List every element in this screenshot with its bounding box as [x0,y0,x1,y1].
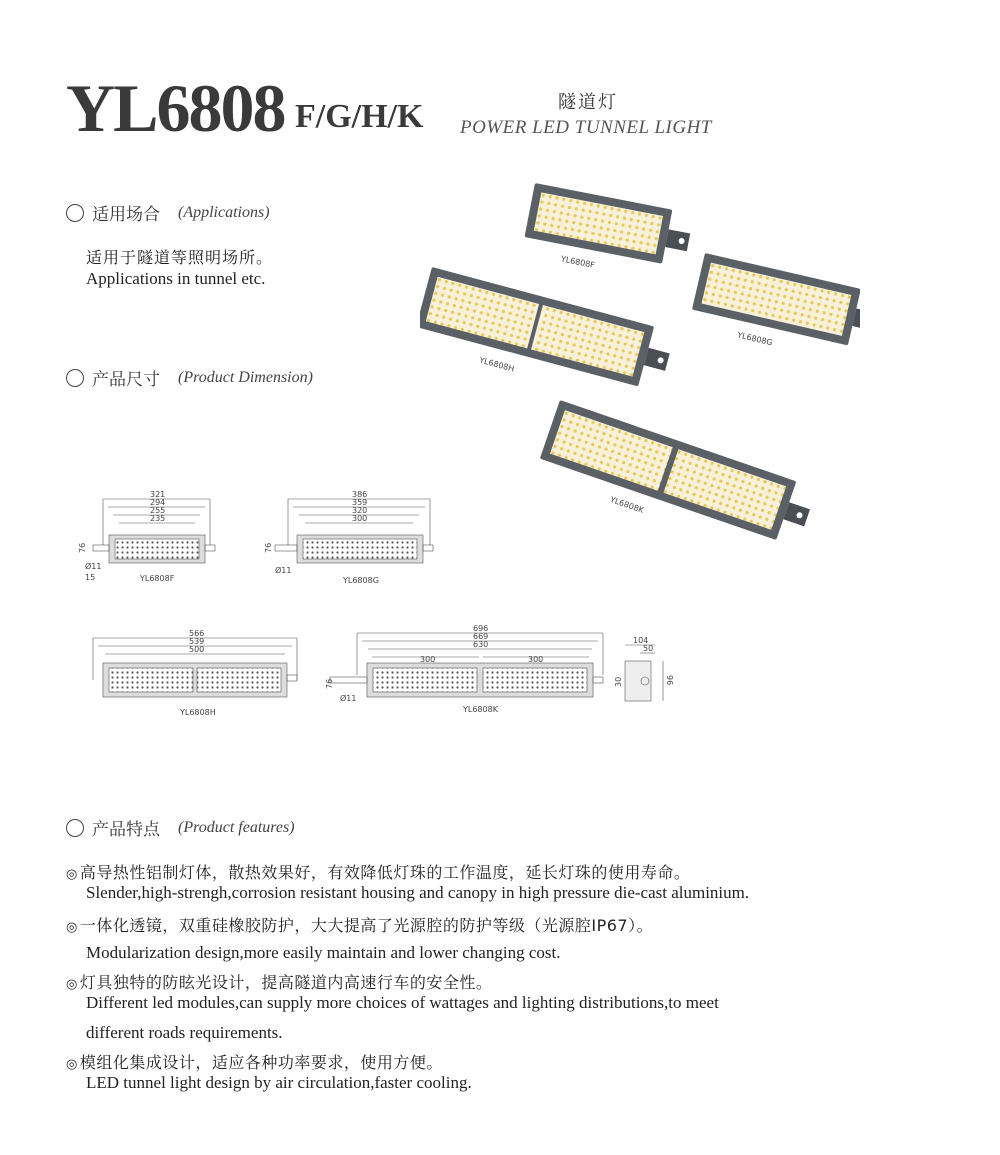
label-yl6808k: YL6808K [463,705,498,714]
feature-3-cn [66,970,492,993]
feature-4-en: LED tunnel light design by air circulation,faster cooling. [86,1073,472,1092]
photo-yl6808g [688,253,860,369]
dim-k-seg-1: 300 [420,655,436,664]
drawing-side-view [625,645,663,701]
dimension-heading-en: (Product Dimension) [178,368,313,386]
feature-1-cn-text: 高导热性铝制灯体，散热效果好，有效降低灯珠的工作温度，延长灯珠的使用寿命。 [79,863,691,882]
dim-g-height: 76 [264,542,273,553]
circle-icon [66,819,84,837]
dim-f-height: 76 [78,542,87,553]
label-yl6808f: YL6808F [140,574,175,583]
bullet-icon: ◎ [66,920,78,935]
dimension-heading-cn: 产品尺寸 [92,370,160,390]
applications-text-en: Applications in tunnel etc. [86,269,266,288]
dim-g-2: 320 [352,506,368,515]
model-variants: F/G/H/K [295,98,424,135]
dim-g-3: 300 [352,514,368,523]
feature-2-en: Modularization design,more easily maintain and lower changing cost. [86,943,561,962]
label-yl6808g: YL6808G [343,576,379,585]
photo-yl6808h [420,267,675,411]
dim-h-1: 539 [189,637,205,646]
drawing-yl6808k [330,633,603,697]
dim-k-0: 696 [473,624,489,633]
photo-label-f: YL6808F [560,254,596,270]
dim-g-1: 359 [352,498,368,507]
feature-3-en-line-1: Different led modules,can supply more choices of wattages and lighting distributions,to meet [86,993,719,1012]
dim-g-hole: Ø11 [275,566,292,575]
feature-1-en: Slender,high-strengh,corrosion resistant housing and canopy in high pressure die-cast aluminium. [86,883,750,902]
dim-f-1: 294 [150,498,166,507]
dim-h-2: 500 [189,645,205,654]
bullet-icon: ◎ [66,977,78,992]
dim-k-hole: Ø11 [340,694,357,703]
bullet-icon: ◎ [66,867,78,882]
dim-f-2: 255 [150,506,166,515]
dim-f-hole: Ø11 [85,562,102,571]
dim-f-offset: 15 [85,573,96,582]
dim-f-0: 321 [150,490,166,499]
dim-g-0: 386 [352,490,368,499]
circle-icon [66,369,84,387]
bullet-icon: ◎ [66,1057,78,1072]
dim-h-0: 566 [189,629,205,638]
circle-icon [66,204,84,222]
dim-side-w2: 50 [643,644,654,653]
applications-text-cn: 适用于隧道等照明场所。 [86,248,274,267]
feature-4-cn [66,1050,443,1073]
dim-side-h1: 30 [614,676,623,687]
dim-k-height: 76 [325,678,334,689]
dimension-drawings [75,485,695,725]
dim-k-seg-2: 300 [528,655,544,664]
applications-heading-cn: 适用场合 [92,205,160,225]
photo-label-h: YL6808H [478,355,516,374]
dim-side-w1: 104 [633,636,649,645]
label-yl6808h: YL6808H [180,708,216,717]
title-cn: 隧道灯 [558,92,618,113]
dim-f-3: 235 [150,514,166,523]
dim-side-h2: 96 [665,675,674,686]
photo-label-k: YL6808K [608,495,645,515]
model-title: YL6808 [66,70,285,146]
dim-k-2: 630 [473,640,489,649]
features-heading [66,815,295,840]
feature-3-cn-text: 灯具独特的防眩光设计，提高隧道内高速行车的安全性。 [79,973,493,992]
applications-heading-en: (Applications) [178,203,270,221]
photo-yl6808f [521,183,694,287]
feature-4-cn-text: 模组化集成设计，适应各种功率要求，使用方便。 [79,1053,443,1072]
title-en: POWER LED TUNNEL LIGHT [460,117,712,138]
photo-label-g: YL6808G [736,330,774,348]
applications-heading [66,200,270,225]
feature-1-cn [66,860,690,883]
feature-2-cn [66,913,653,936]
features-heading-cn: 产品特点 [92,820,160,840]
feature-2-cn-text: 一体化透镜，双重硅橡胶防护，大大提高了光源腔的防护等级（光源腔IP67）。 [79,916,654,935]
features-heading-en: (Product features) [178,818,295,836]
feature-3-en-line-2: different roads requirements. [86,1023,283,1042]
dimension-heading [66,365,313,390]
dim-k-1: 669 [473,632,489,641]
